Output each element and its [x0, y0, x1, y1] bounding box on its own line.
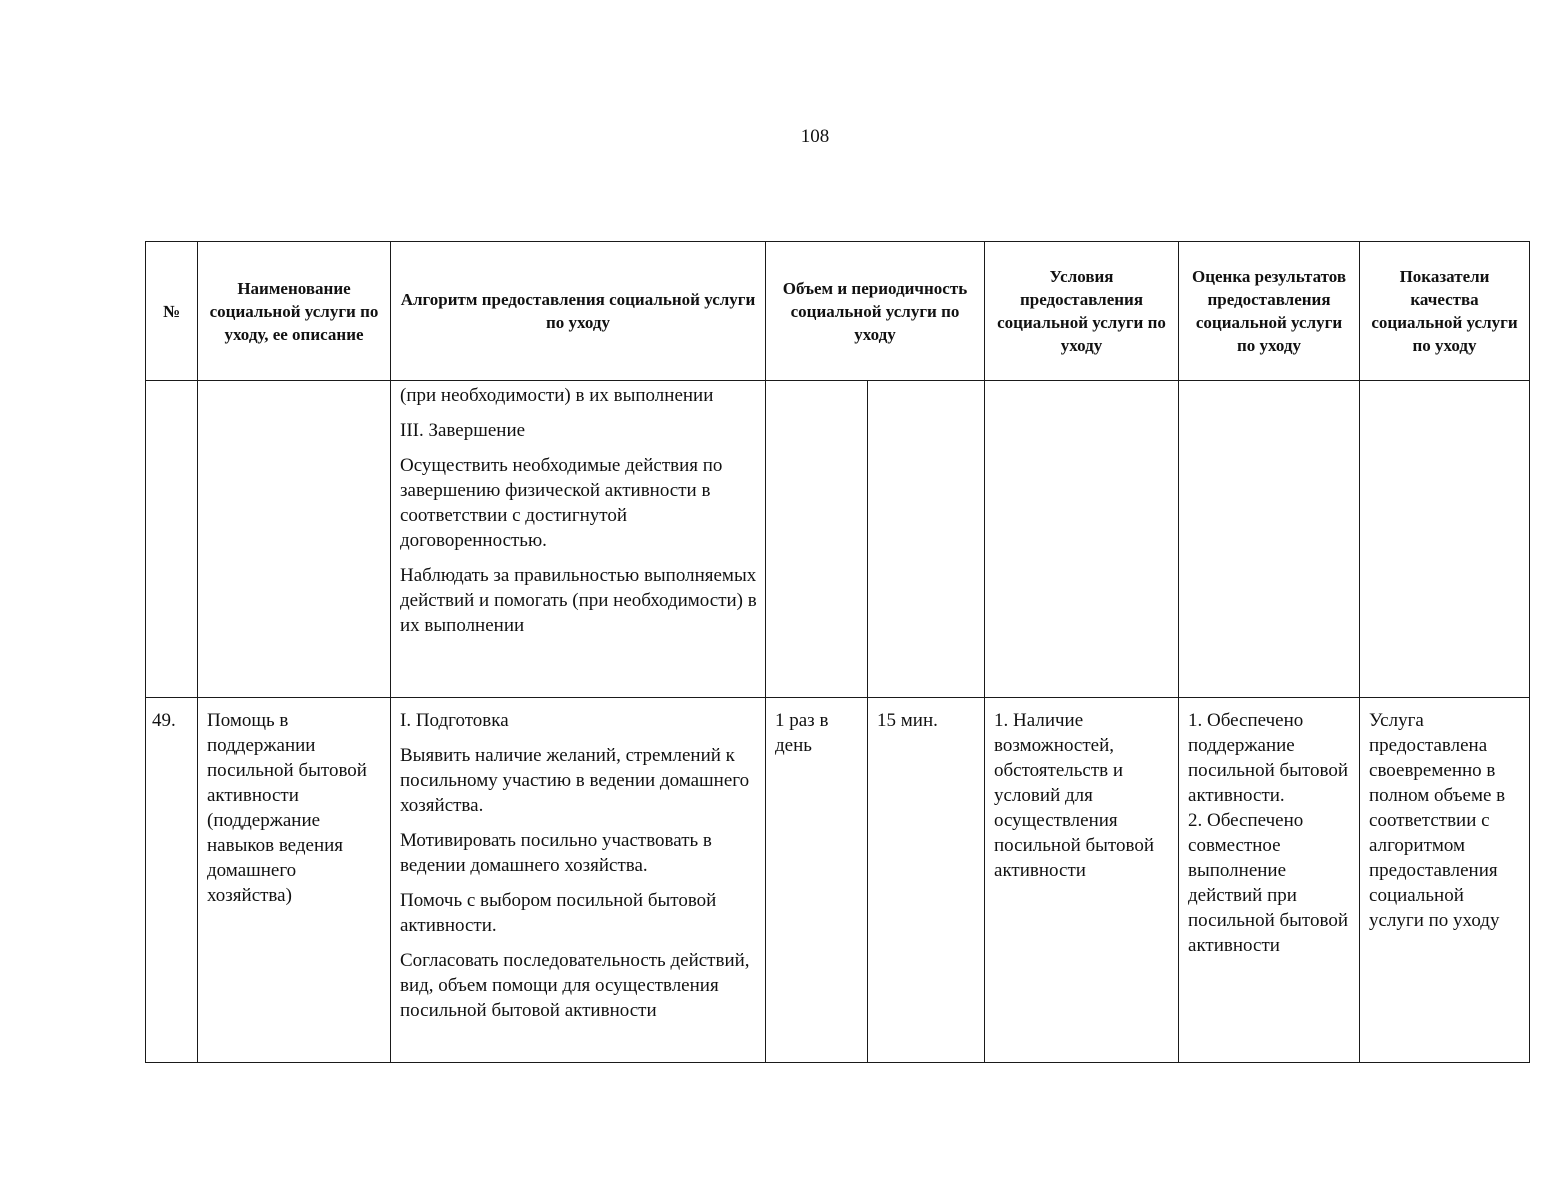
- services-table: [145, 241, 1530, 1063]
- header-conditions: Условия предоставления социальной услуги по уходу: [985, 242, 1179, 381]
- cell-algorithm-continued: [391, 381, 766, 698]
- algorithm-step: Наблюдать за правильностью выполняемых действий и помогать (при необходимости) в их выполнении: [400, 565, 757, 636]
- header-name: Наименование социальной услуги по уходу, ее описание: [198, 242, 391, 381]
- evaluation-item: 2. Обеспечено совместное выполнение действий при посильной бытовой активности: [1188, 810, 1348, 956]
- cell-conditions: 1. Наличие возможностей, обстоятельств и условий для осуществления посильной бытовой активности: [985, 698, 1179, 1063]
- algorithm-step: Согласовать последовательность действий, вид, объем помощи для осуществления посильной бытовой активности: [400, 950, 750, 1021]
- cell-conditions-empty: [985, 381, 1179, 698]
- cell-periodicity-empty: [766, 381, 868, 698]
- cell-num: 49.: [146, 698, 198, 1063]
- header-evaluation: Оценка результатов предоставления социальной услуги по уходу: [1179, 242, 1360, 381]
- header-row: [146, 242, 1530, 381]
- cell-algorithm: [391, 698, 766, 1063]
- cell-name-empty: [198, 381, 391, 698]
- cell-duration: 15 мин.: [868, 698, 985, 1063]
- cell-evaluation-empty: [1179, 381, 1360, 698]
- header-quality: Показатели качества социальной услуги по уходу: [1360, 242, 1530, 381]
- header-algorithm: Алгоритм предоставления социальной услуги по уходу: [391, 242, 766, 381]
- algorithm-step: Мотивировать посильно участвовать в ведении домашнего хозяйства.: [400, 830, 712, 876]
- table-row-49: [146, 698, 1530, 1063]
- cell-num-empty: [146, 381, 198, 698]
- algorithm-step: Выявить наличие желаний, стремлений к посильному участию в ведении домашнего хозяйства.: [400, 745, 750, 816]
- cell-quality-empty: [1360, 381, 1530, 698]
- algorithm-step: I. Подготовка: [400, 710, 509, 731]
- algorithm-step: (при необходимости) в их выполнении: [400, 385, 714, 406]
- header-num: №: [146, 242, 198, 381]
- page-number: 108: [800, 126, 830, 147]
- cell-periodicity: 1 раз в день: [766, 698, 868, 1063]
- header-volume: Объем и периодичность социальной услуги по уходу: [766, 242, 985, 381]
- algorithm-step: Осуществить необходимые действия по завершению физической активности в соответствии с достигнутой договоренностью.: [400, 455, 723, 551]
- cell-evaluation: [1179, 698, 1360, 1063]
- cell-name: Помощь в поддержании посильной бытовой активности (поддержание навыков ведения домашнего хозяйства): [198, 698, 391, 1063]
- algorithm-step: Помочь с выбором посильной бытовой активности.: [400, 890, 717, 936]
- table-row-continued: [146, 381, 1530, 698]
- evaluation-item: 1. Обеспечено поддержание посильной бытовой активности.: [1188, 710, 1348, 806]
- cell-duration-empty: [868, 381, 985, 698]
- cell-quality: Услуга предоставлена своевременно в полном объеме в соответствии с алгоритмом предоставления социальной услуги по уходу: [1360, 698, 1530, 1063]
- algorithm-step: III. Завершение: [400, 420, 526, 441]
